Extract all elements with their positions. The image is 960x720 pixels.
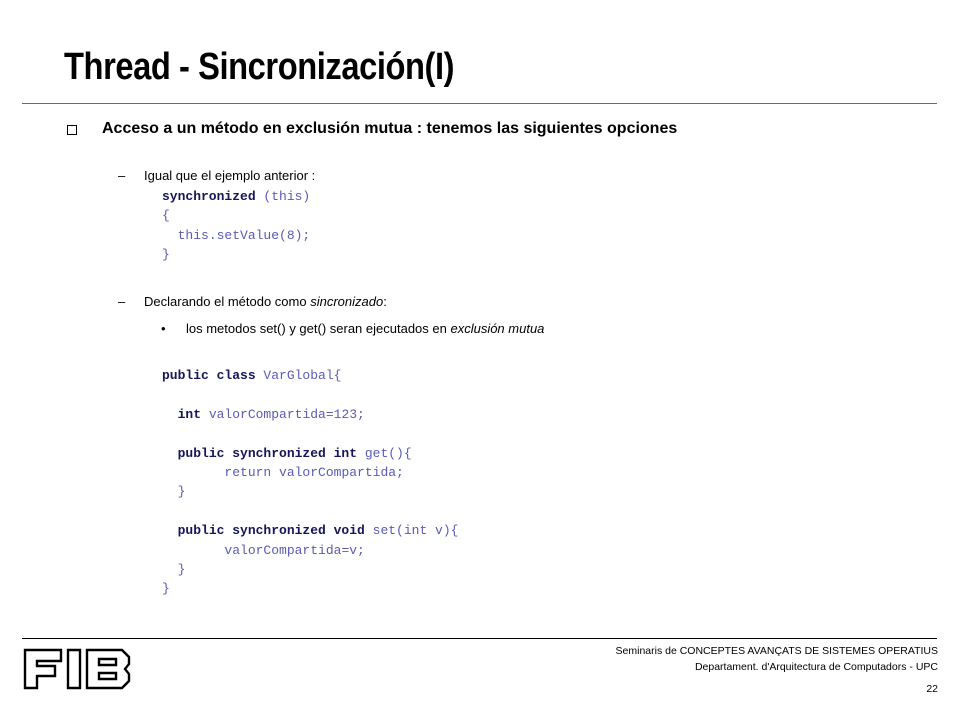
code-keyword: synchronized [162,189,256,204]
code-block-synchronized-this [162,187,310,265]
square-bullet-icon [67,125,77,135]
option1-label: Igual que el ejemplo anterior : [144,168,316,183]
fib-logo-icon [23,648,131,690]
code-block-varglobal [162,366,458,599]
code-brace-close: } [162,247,170,263]
code-brace-close: } [177,562,186,578]
code-keyword: public class [162,368,256,383]
dash-bullet-1: – [118,168,126,183]
code-text: return valorCompartida; [224,465,404,481]
code-text: get(){ [357,445,412,461]
code-keyword: public synchronized void [177,523,365,539]
footer-department: Departament. d'Arquitectura de Computadors - UPC [694,661,938,673]
code-brace-close: } [162,581,170,597]
code-text: this.setValue(8); [177,227,311,243]
code-text: set(int v){ [364,523,459,539]
page-number: 22 [926,683,938,695]
option2-label-emphasis: sincronizado [310,294,384,309]
code-text: VarGlobal{ [255,368,342,383]
footer-course: Seminaris de CONCEPTES AVANÇATS DE SISTEMES OPERATIUS [615,645,938,657]
dash-bullet-2: – [118,294,126,309]
round-bullet-icon: • [161,321,166,336]
footer-divider [22,638,937,639]
code-keyword: int [177,406,202,422]
code-brace-open: { [162,208,170,224]
title-divider [22,103,937,104]
code-text: (this) [255,189,311,204]
option2-label-suffix: : [383,294,387,309]
sub-bullet-text [186,321,544,336]
sub-bullet-emphasis: exclusión mutua [450,321,545,336]
code-brace-close: } [177,484,186,500]
code-text: valorCompartida=123; [201,406,365,422]
code-keyword: public synchronized int [177,445,358,461]
sub-bullet-prefix: los metodos set() y get() seran ejecutados en [186,321,451,336]
slide-title: Thread - Sincronización(I) [64,46,455,88]
option2-label-prefix: Declarando el método como [144,294,311,309]
code-text: valorCompartida=v; [224,542,365,558]
main-bullet-text: Acceso a un método en exclusión mutua : tenemos las siguientes opciones [102,120,678,137]
option2-label [144,294,387,309]
